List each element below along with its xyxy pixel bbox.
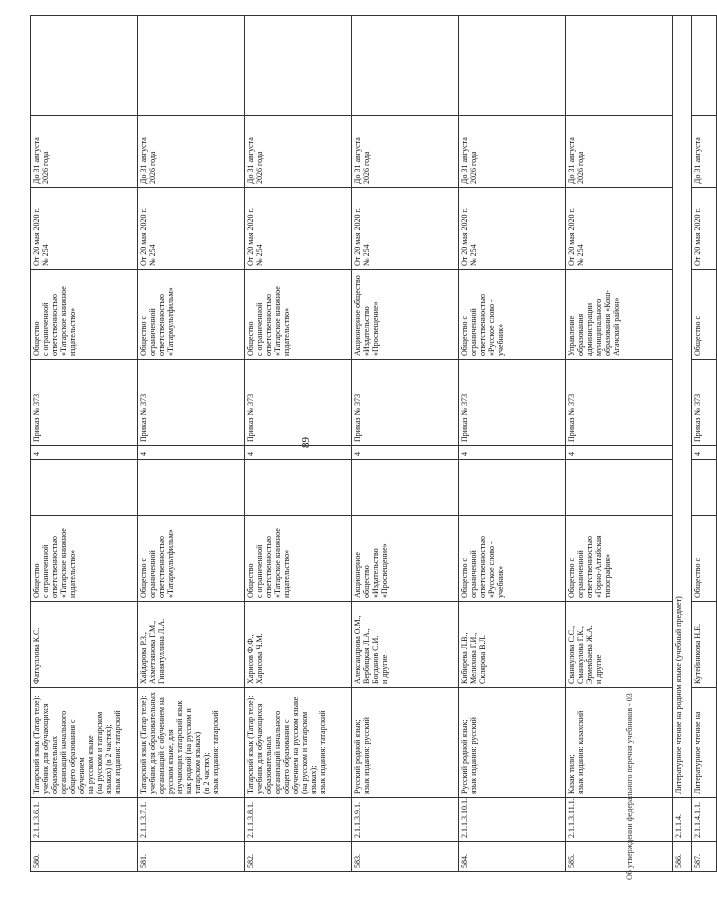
row-authors: Хайдарова Р.З., Ахметзянова Г.М., Гиниятуллина Л.А. <box>138 602 245 688</box>
row-grade: 4 <box>459 446 566 460</box>
row-number: 582. <box>245 842 352 872</box>
page-number: 89 <box>300 437 312 448</box>
section-number: 586. <box>673 842 692 872</box>
row-title: Русский родной язык; язык издания: русский <box>352 688 459 798</box>
table-row <box>138 16 245 872</box>
row-number: 584. <box>459 842 566 872</box>
footer-note: Об утверждении федерального перечня учебников - 03 <box>625 693 634 880</box>
row-title: Татарский язык (Татар теле): учебник для образовательных организаций с обучением на русском языке, для изучающих татарский язык как родной (на русском и татарском языках) (в 2 частях); язык издания: татарский <box>138 688 245 798</box>
row-order: Приказ № 373 <box>352 360 459 446</box>
row-publisher: Общество с ограниченной ответственностью «Татармультфильм» <box>138 516 245 602</box>
row-publisher: Общество с ограниченной ответственностью «Татарское книжное издательство» <box>31 516 138 602</box>
row-date: От 20 мая 2020 г. <box>692 188 717 270</box>
table-row <box>31 16 138 872</box>
row-date: От 20 мая 2020 г. № 254 <box>245 188 352 270</box>
row-gap <box>352 460 459 516</box>
row-gap <box>138 460 245 516</box>
row-order: Приказ № 373 <box>459 360 566 446</box>
row-number: 581. <box>138 842 245 872</box>
row-until: До 31 августа 2026 года <box>31 116 138 188</box>
row-grade: 4 <box>352 446 459 460</box>
row-empty <box>352 16 459 116</box>
row-publisher-2: Общество с ограниченной ответственностью «Татарское книжное издательство» <box>31 270 138 360</box>
row-number: 587. <box>692 842 717 872</box>
row-date: От 20 мая 2020 г. № 254 <box>352 188 459 270</box>
row-code: 2.1.1.3.6.1. <box>31 798 138 842</box>
row-code: 2.1.1.4.1.1. <box>692 798 717 842</box>
row-authors: Сванкулова С.С., Сманкулова Г.К., Эрмекбаева Ж.А. и другие <box>566 602 673 688</box>
table-row <box>245 16 352 872</box>
row-empty <box>245 16 352 116</box>
row-order: Приказ № 373 <box>245 360 352 446</box>
section-code: 2.1.1.4. <box>673 798 692 842</box>
row-code: 2.1.1.3.11.1. <box>566 798 673 842</box>
row-order: Приказ № 373 <box>692 360 717 446</box>
row-authors: Кибирева Л.В., Мелихова Г.И., Склярова В.Л. <box>459 602 566 688</box>
row-title: Татарский язык (Татар теле): учебник для обучающихся образовательных организаций начального общего образования с обучением на русском языке (на русском и татарском языках); язык издания: татарский <box>245 688 352 798</box>
row-empty <box>692 16 717 116</box>
row-date: От 20 мая 2020 г. № 254 <box>566 188 673 270</box>
row-title: Литературное чтение на <box>692 688 717 798</box>
row-order: Приказ № 373 <box>566 360 673 446</box>
row-until: До 31 августа 2026 года <box>245 116 352 188</box>
row-gap <box>692 460 717 516</box>
row-grade: 4 <box>566 446 673 460</box>
row-order: Приказ № 373 <box>31 360 138 446</box>
row-publisher: Общество с <box>692 516 717 602</box>
section-title: Литературное чтение на родном языке (учебный предмет) <box>673 16 692 798</box>
row-publisher-2: Общество с ограниченной ответственностью «Татарское книжное издательство» <box>245 270 352 360</box>
row-publisher-2: Управление образования администрации муниципального образования «Кош-Агачский район» <box>566 270 673 360</box>
row-publisher: Акционерное общество «Издательство «Просвещение» <box>352 516 459 602</box>
row-gap <box>245 460 352 516</box>
table-row <box>566 16 673 872</box>
row-gap <box>459 460 566 516</box>
textbook-table <box>30 15 717 872</box>
row-code: 2.1.1.3.10.1. <box>459 798 566 842</box>
row-title: Казак тили; язык издания: казахский <box>566 688 673 798</box>
row-publisher-2: Общество с <box>692 270 717 360</box>
row-code: 2.1.1.3.9.1. <box>352 798 459 842</box>
row-authors: Александрова О.М., Вербицкая Л.А., Богданов С.И. и другие <box>352 602 459 688</box>
table-row <box>459 16 566 872</box>
row-title: Русский родной язык; язык издания: русский <box>459 688 566 798</box>
section-row <box>673 16 692 872</box>
row-number: 585. <box>566 842 673 872</box>
row-code: 2.1.1.3.8.1. <box>245 798 352 842</box>
row-until: До 31 августа 2026 года <box>566 116 673 188</box>
row-number: 580. <box>31 842 138 872</box>
row-publisher-2: Акционерное общество «Издательство «Просвещение» <box>352 270 459 360</box>
row-publisher-2: Общество с ограниченной ответственностью «Татармультфильм» <box>138 270 245 360</box>
row-gap <box>31 460 138 516</box>
row-authors: Фатхуллова К.С. <box>31 602 138 688</box>
row-gap <box>566 460 673 516</box>
table-row <box>692 16 717 872</box>
row-publisher-2: Общество с ограниченной ответственностью «Русское слово - учебник» <box>459 270 566 360</box>
row-empty <box>566 16 673 116</box>
row-empty <box>31 16 138 116</box>
row-grade: 4 <box>31 446 138 460</box>
row-empty <box>459 16 566 116</box>
row-until: До 31 августа <box>692 116 717 188</box>
row-until: До 31 августа 2026 года <box>352 116 459 188</box>
row-code: 2.1.1.3.7.1. <box>138 798 245 842</box>
row-date: От 20 мая 2020 г. № 254 <box>31 188 138 270</box>
row-grade: 4 <box>138 446 245 460</box>
row-until: До 31 августа 2026 года <box>138 116 245 188</box>
row-publisher: Общество с ограниченной ответственностью «Русское слово - учебник» <box>459 516 566 602</box>
table-row <box>352 16 459 872</box>
row-title: Татарский язык (Татар теле): учебник для обучающихся образовательных организаций начального общего образования с обучением на русском языке (на русском и татарском языках) (в 2 частях); язык издания: татарский <box>31 688 138 798</box>
row-order: Приказ № 373 <box>138 360 245 446</box>
row-number: 583. <box>352 842 459 872</box>
row-authors: Кутейникова Н.Е. <box>692 602 717 688</box>
row-publisher: Общество с ограниченной ответственностью «Горно-Алтайская типография» <box>566 516 673 602</box>
row-date: От 20 мая 2020 г. № 254 <box>138 188 245 270</box>
row-until: До 31 августа 2026 года <box>459 116 566 188</box>
row-grade: 4 <box>245 446 352 460</box>
row-publisher: Общество с ограниченной ответственностью «Татарское книжное издательство» <box>245 516 352 602</box>
row-grade: 4 <box>692 446 717 460</box>
row-empty <box>138 16 245 116</box>
row-date: От 20 мая 2020 г. № 254 <box>459 188 566 270</box>
row-authors: Харисов Ф.Ф., Харисова Ч.М. <box>245 602 352 688</box>
